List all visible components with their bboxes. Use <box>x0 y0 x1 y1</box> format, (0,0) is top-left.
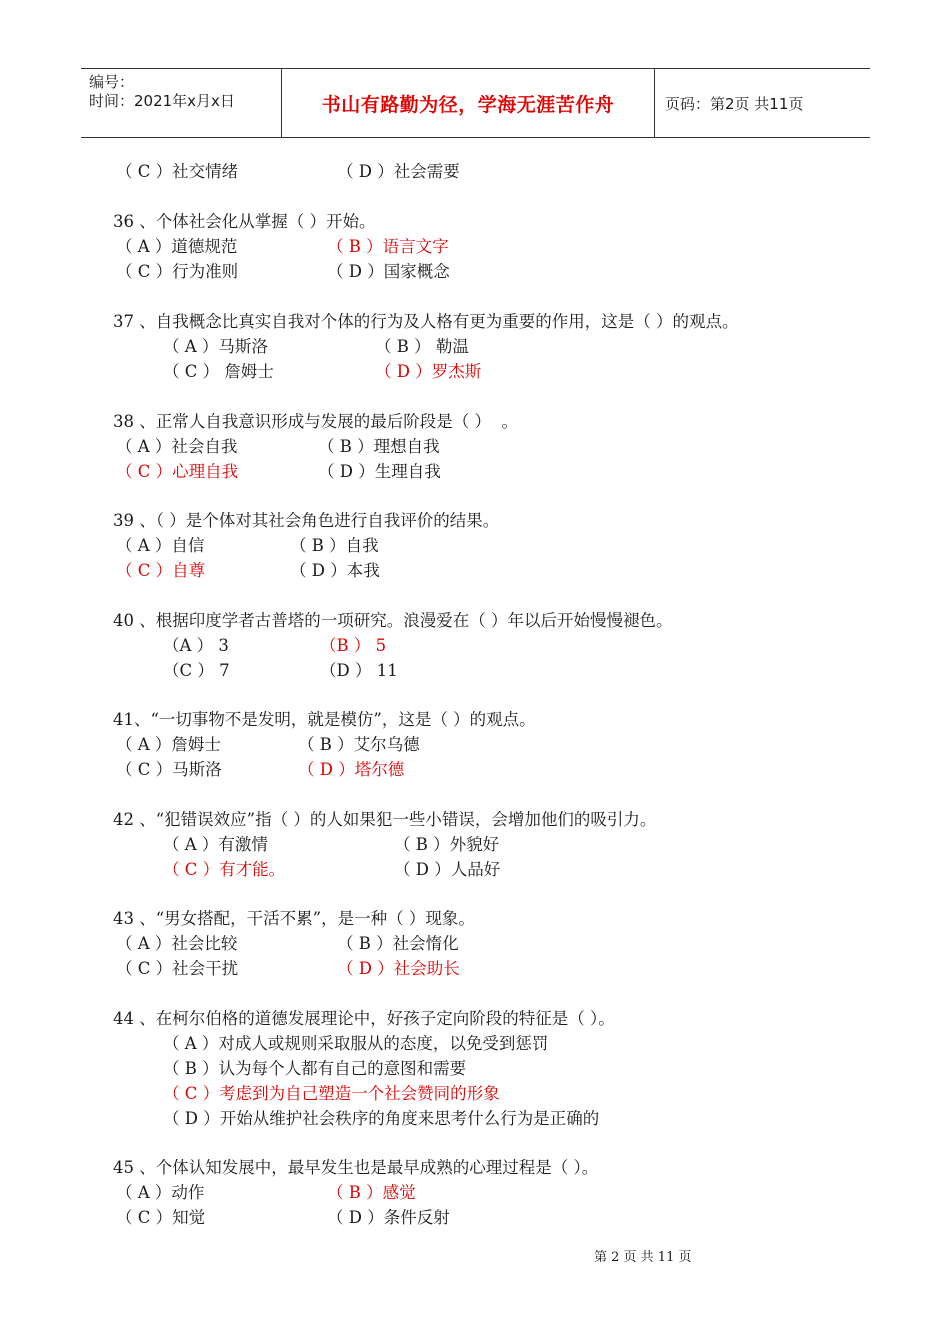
page-info: 页码：第2页 共11页 <box>665 94 804 113</box>
answer-option-b: （ B ）语言文字 <box>327 237 449 256</box>
option-b: （ B ）认为每个人都有自己的意图和需要 <box>163 1059 467 1078</box>
option-a: （ A ）对成人或规则采取服从的态度，以免受到惩罚 <box>163 1034 549 1053</box>
question-45: 45 、个体认知发展中，最早发生也是最早成熟的心理过程是（ ）。 <box>113 1158 599 1177</box>
question-41: 41、“一切事物不是发明，就是模仿”，这是（ ）的观点。 <box>113 710 536 729</box>
answer-option-b: （B ） 5 <box>320 636 387 655</box>
option-a: （ A ）有激情 <box>163 835 268 854</box>
option-d: （ D ）条件反射 <box>327 1208 450 1227</box>
question-38: 38 、正常人自我意识形成与发展的最后阶段是（ ） 。 <box>113 412 518 431</box>
answer-option-c: （ C ）心理自我 <box>116 462 239 481</box>
answer-option-c: （ C ）有才能。 <box>163 860 286 879</box>
option-b: （ B ） 勒温 <box>375 337 469 356</box>
question-43: 43 、“男女搭配，干活不累”，是一种（ ）现象。 <box>113 909 475 928</box>
option-b: （ B ）社会惰化 <box>337 934 459 953</box>
date-label: 时间：2021年x月x日 <box>89 92 235 110</box>
question-44: 44 、在柯尔伯格的道德发展理论中，好孩子定向阶段的特征是（ ）。 <box>113 1009 615 1028</box>
answer-option-d: （ D ）罗杰斯 <box>375 362 482 381</box>
option-c: （ C ）社会干扰 <box>116 959 239 978</box>
option-b: （ B ）自我 <box>290 536 379 555</box>
option-b: （ B ）艾尔乌德 <box>298 735 420 754</box>
option-a: （ A ）詹姆士 <box>116 735 221 754</box>
option-d: （ D ）本我 <box>290 561 380 580</box>
option-d: （D ） 11 <box>320 661 398 680</box>
option-c: （C ） 7 <box>163 661 230 680</box>
option-a: （ A ）社会比较 <box>116 934 238 953</box>
option-d: （ D ）人品好 <box>394 860 501 879</box>
answer-option-d: （ D ）塔尔德 <box>298 760 405 779</box>
option-d: （ D ）开始从维护社会秩序的角度来思考什么行为是正确的 <box>163 1109 600 1128</box>
option-a: （ A ）社会自我 <box>116 437 238 456</box>
answer-option-c: （ C ）自尊 <box>116 561 206 580</box>
answer-option-c: （ C ）考虑到为自己塑造一个社会赞同的形象 <box>163 1084 500 1103</box>
question-42: 42 、“犯错误效应”指（ ）的人如果犯一些小错误，会增加他们的吸引力。 <box>113 810 657 829</box>
option-b: （ B ）外貌好 <box>394 835 500 854</box>
option-a: （ A ）马斯洛 <box>163 337 268 356</box>
number-label: 编号： <box>89 73 135 91</box>
page-number: 第 2 页 共 11 页 <box>594 1250 692 1265</box>
option-c: （ C ）行为准则 <box>116 262 239 281</box>
motto: 书山有路勤为径，学海无涯苦作舟 <box>282 69 655 137</box>
question-37: 37 、自我概念比真实自我对个体的行为及人格有更为重要的作用，这是（ ）的观点。 <box>113 312 739 331</box>
option-c: （ C ） 詹姆士 <box>163 362 274 381</box>
option-d: （ D ）生理自我 <box>318 462 441 481</box>
option-b: （ B ）理想自我 <box>318 437 440 456</box>
option-a: （A ） 3 <box>163 636 229 655</box>
question-36: 36 、个体社会化从掌握（ ）开始。 <box>113 212 376 231</box>
option-c: （ C ）社交情绪 <box>116 162 239 181</box>
option-a: （ A ）道德规范 <box>116 237 238 256</box>
answer-option-b: （ B ）感觉 <box>327 1183 416 1202</box>
answer-option-d: （ D ）社会助长 <box>337 959 460 978</box>
option-c: （ C ）知觉 <box>116 1208 206 1227</box>
option-a: （ A ）自信 <box>116 536 205 555</box>
question-40: 40 、根据印度学者古普塔的一项研究。浪漫爱在（ ）年以后开始慢慢褪色。 <box>113 611 673 630</box>
question-39: 39 、（ ）是个体对其社会角色进行自我评价的结果。 <box>113 511 500 530</box>
option-c: （ C ）马斯洛 <box>116 760 222 779</box>
option-d: （ D ）社会需要 <box>337 162 460 181</box>
option-a: （ A ）动作 <box>116 1183 205 1202</box>
option-d: （ D ）国家概念 <box>327 262 450 281</box>
